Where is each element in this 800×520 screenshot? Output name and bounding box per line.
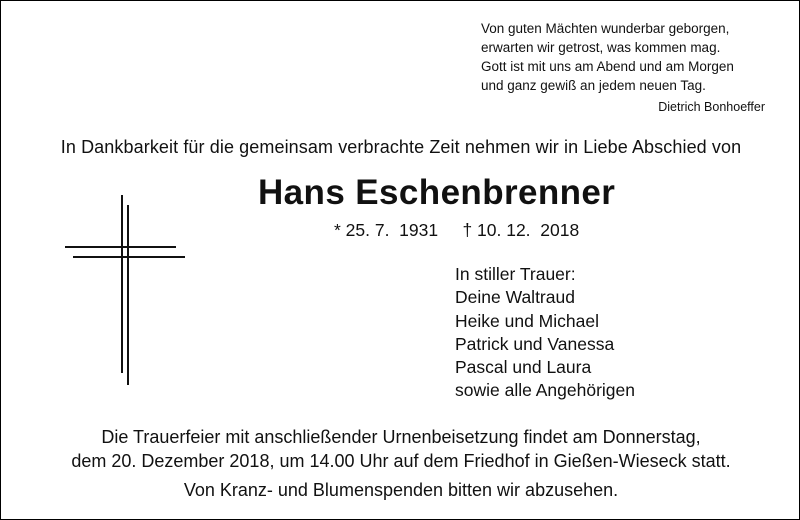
mourner-name: Patrick und Vanessa [455, 333, 615, 354]
cross-vertical-line [127, 205, 129, 385]
mourner-name: Pascal und Laura [455, 357, 592, 378]
quote-line: erwarten wir getrost, was kommen mag. [481, 40, 721, 55]
bonhoeffer-quote [481, 19, 781, 117]
mourner-name: sowie alle Angehörigen [455, 380, 635, 401]
cross-horizontal-line [73, 256, 185, 258]
birth-date: * 25. 7. 1931 [334, 220, 439, 240]
quote-author: Dietrich Bonhoeffer [658, 100, 765, 114]
mourners-list [455, 263, 635, 403]
deceased-name: Hans Eschenbrenner [258, 173, 616, 212]
mourner-name: Deine Waltraud [455, 287, 575, 308]
quote-line: Von guten Mächten wunderbar geborgen, [481, 21, 730, 36]
mourners-heading: In stiller Trauer: [455, 264, 576, 284]
life-dates [334, 220, 579, 241]
intro-text: In Dankbarkeit für die gemeinsam verbrachte Zeit nehmen wir in Liebe Abschied von [60, 137, 742, 157]
funeral-line: dem 20. Dezember 2018, um 14.00 Uhr auf dem Friedhof in Gießen-Wieseck statt. [71, 451, 731, 471]
death-date: † 10. 12. 2018 [462, 220, 580, 240]
cross-vertical-line [121, 195, 123, 373]
quote-line: und ganz gewiß an jedem neuen Tag. [481, 78, 706, 93]
funeral-info [1, 425, 800, 473]
cross-horizontal-line [65, 246, 176, 248]
funeral-line: Die Trauerfeier mit anschließender Urnenbeisetzung findet am Donnerstag, [101, 427, 701, 447]
quote-line: Gott ist mit uns am Abend und am Morgen [481, 59, 734, 74]
flowers-note: Von Kranz- und Blumenspenden bitten wir abzusehen. [183, 480, 619, 500]
cross-icon [65, 195, 189, 385]
mourner-name: Heike und Michael [455, 310, 599, 331]
